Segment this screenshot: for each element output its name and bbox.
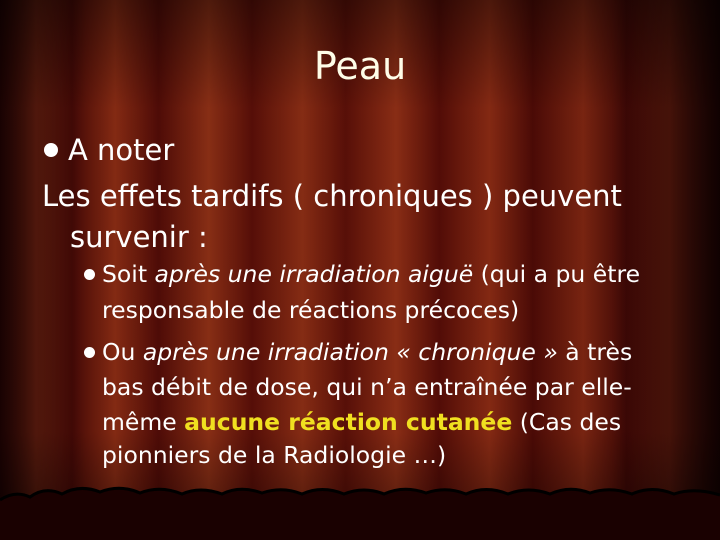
bullet-2-line-2: bas débit de dose, qui n’a entraînée par elle- xyxy=(102,373,632,401)
level1-line-2: survenir : xyxy=(70,220,208,254)
bullet-1-rest: (qui a pu être xyxy=(473,260,641,288)
bullet-2-line-4: pionniers de la Radiologie …) xyxy=(102,441,447,469)
bullet-icon xyxy=(44,143,58,157)
bullet-2-lead: Ou xyxy=(102,338,143,366)
slide-title: Peau xyxy=(313,44,407,88)
bullet-1-lead: Soit xyxy=(102,260,155,288)
bullet-icon xyxy=(84,269,95,280)
bullet-2-line-3-pre: même xyxy=(102,408,185,436)
bullet-2-line-1 xyxy=(102,334,632,371)
bullet-1-italic: après une irradiation aiguë xyxy=(154,260,474,288)
curtain-hem xyxy=(0,488,720,540)
bullet-2-rest: à très xyxy=(557,338,633,366)
bullet-1-line-1 xyxy=(102,256,640,293)
bullet-2-line-3-post: (Cas des xyxy=(512,408,622,436)
bullet-2-line-3 xyxy=(102,404,621,441)
level1-line-1: Les effets tardifs ( chroniques ) peuvent xyxy=(42,179,622,213)
bullet-1-line-2: responsable de réactions précoces) xyxy=(102,296,520,324)
bullet-icon xyxy=(84,347,95,358)
bullet-2-highlight: aucune réaction cutanée xyxy=(184,408,513,436)
bullet-2-italic: après une irradiation « chronique » xyxy=(142,338,558,366)
level1-bullet-text: A noter xyxy=(68,133,175,167)
